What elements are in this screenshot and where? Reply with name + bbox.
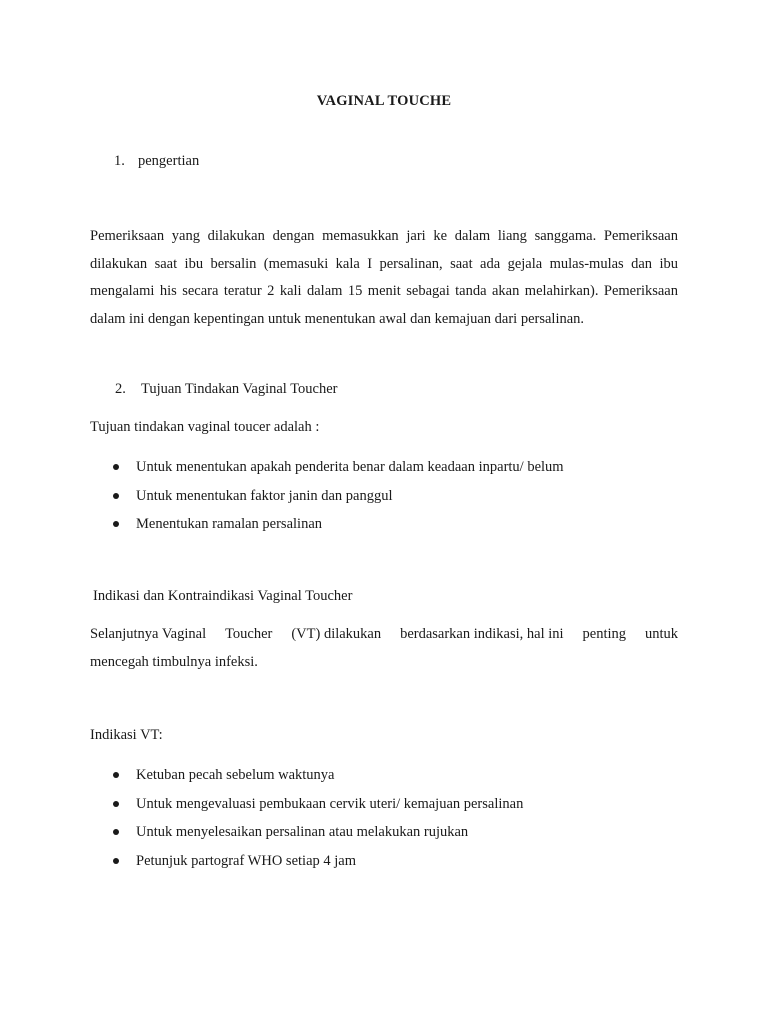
paragraph-word: untuk: [644, 626, 678, 642]
section-2-number: 2.: [115, 381, 126, 397]
list-item: [0, 514, 768, 543]
paragraph-word: Selanjutnya Vaginal: [90, 626, 207, 642]
list-item-text: Untuk menyelesaikan persalinan atau melakukan rujukan: [136, 824, 469, 840]
bullet-icon: [113, 521, 119, 527]
section-3-paragraph-line-2: mencegah timbulnya infeksi.: [90, 654, 258, 670]
section-3-heading: Indikasi dan Kontraindikasi Vaginal Toucher: [93, 588, 353, 604]
list-item: [0, 765, 768, 794]
paragraph-word: (VT) dilakukan: [291, 626, 382, 642]
section-4-bullet-list: [0, 765, 768, 879]
list-item-text: Petunjuk partograf WHO setiap 4 jam: [136, 852, 356, 869]
document-title: VAGINAL TOUCHE: [316, 93, 452, 109]
list-item: [0, 486, 768, 515]
list-item-text: Untuk mengevaluasi pembukaan cervik uteri/ kemajuan persalinan: [136, 795, 524, 812]
list-item-text: Menentukan ramalan persalinan: [136, 516, 323, 532]
section-3-paragraph-line-1: [90, 626, 678, 643]
paragraph-word: penting: [582, 626, 627, 642]
section-1-paragraph: Pemeriksaan yang dilakukan dengan memasukkan jari ke dalam liang sanggama. Pemeriksaan dilakukan saat ibu bersalin (memasuki kala I persalinan, saat ada gejala mulas-mulas dan ibu mengalami his secara teratur 2 kali dalam 15 menit sebagai tanda akan melahirkan). Pemeriksaan dalam ini dengan kepentingan untuk menentukan awal dan kemajuan dari persalinan.: [90, 228, 678, 327]
bullet-icon: [113, 464, 119, 470]
paragraph-word: Toucher: [225, 626, 273, 642]
section-2-intro: Tujuan tindakan vaginal toucer adalah :: [90, 419, 320, 435]
list-item: [0, 851, 768, 880]
paragraph-word: berdasarkan indikasi, hal ini: [400, 626, 564, 642]
list-item: [0, 457, 768, 486]
list-item-text: Untuk menentukan faktor janin dan panggul: [136, 487, 393, 504]
section-1-heading-text: pengertian: [138, 153, 200, 169]
list-item-text: Untuk menentukan apakah penderita benar dalam keadaan inpartu/ belum: [136, 459, 564, 475]
bullet-icon: [113, 858, 119, 864]
list-item: [0, 822, 768, 851]
section-1-number: 1.: [114, 153, 125, 169]
section-1-heading: [114, 153, 199, 170]
list-item: [0, 794, 768, 823]
section-2-heading-text: Tujuan Tindakan Vaginal Toucher: [141, 381, 338, 397]
section-4-heading: Indikasi VT:: [90, 727, 163, 743]
bullet-icon: [113, 772, 119, 778]
bullet-icon: [113, 493, 119, 499]
list-item-text: Ketuban pecah sebelum waktunya: [136, 767, 335, 783]
bullet-icon: [113, 829, 119, 835]
bullet-icon: [113, 801, 119, 807]
section-2-bullet-list: [0, 457, 768, 543]
section-2-heading: [115, 381, 338, 398]
